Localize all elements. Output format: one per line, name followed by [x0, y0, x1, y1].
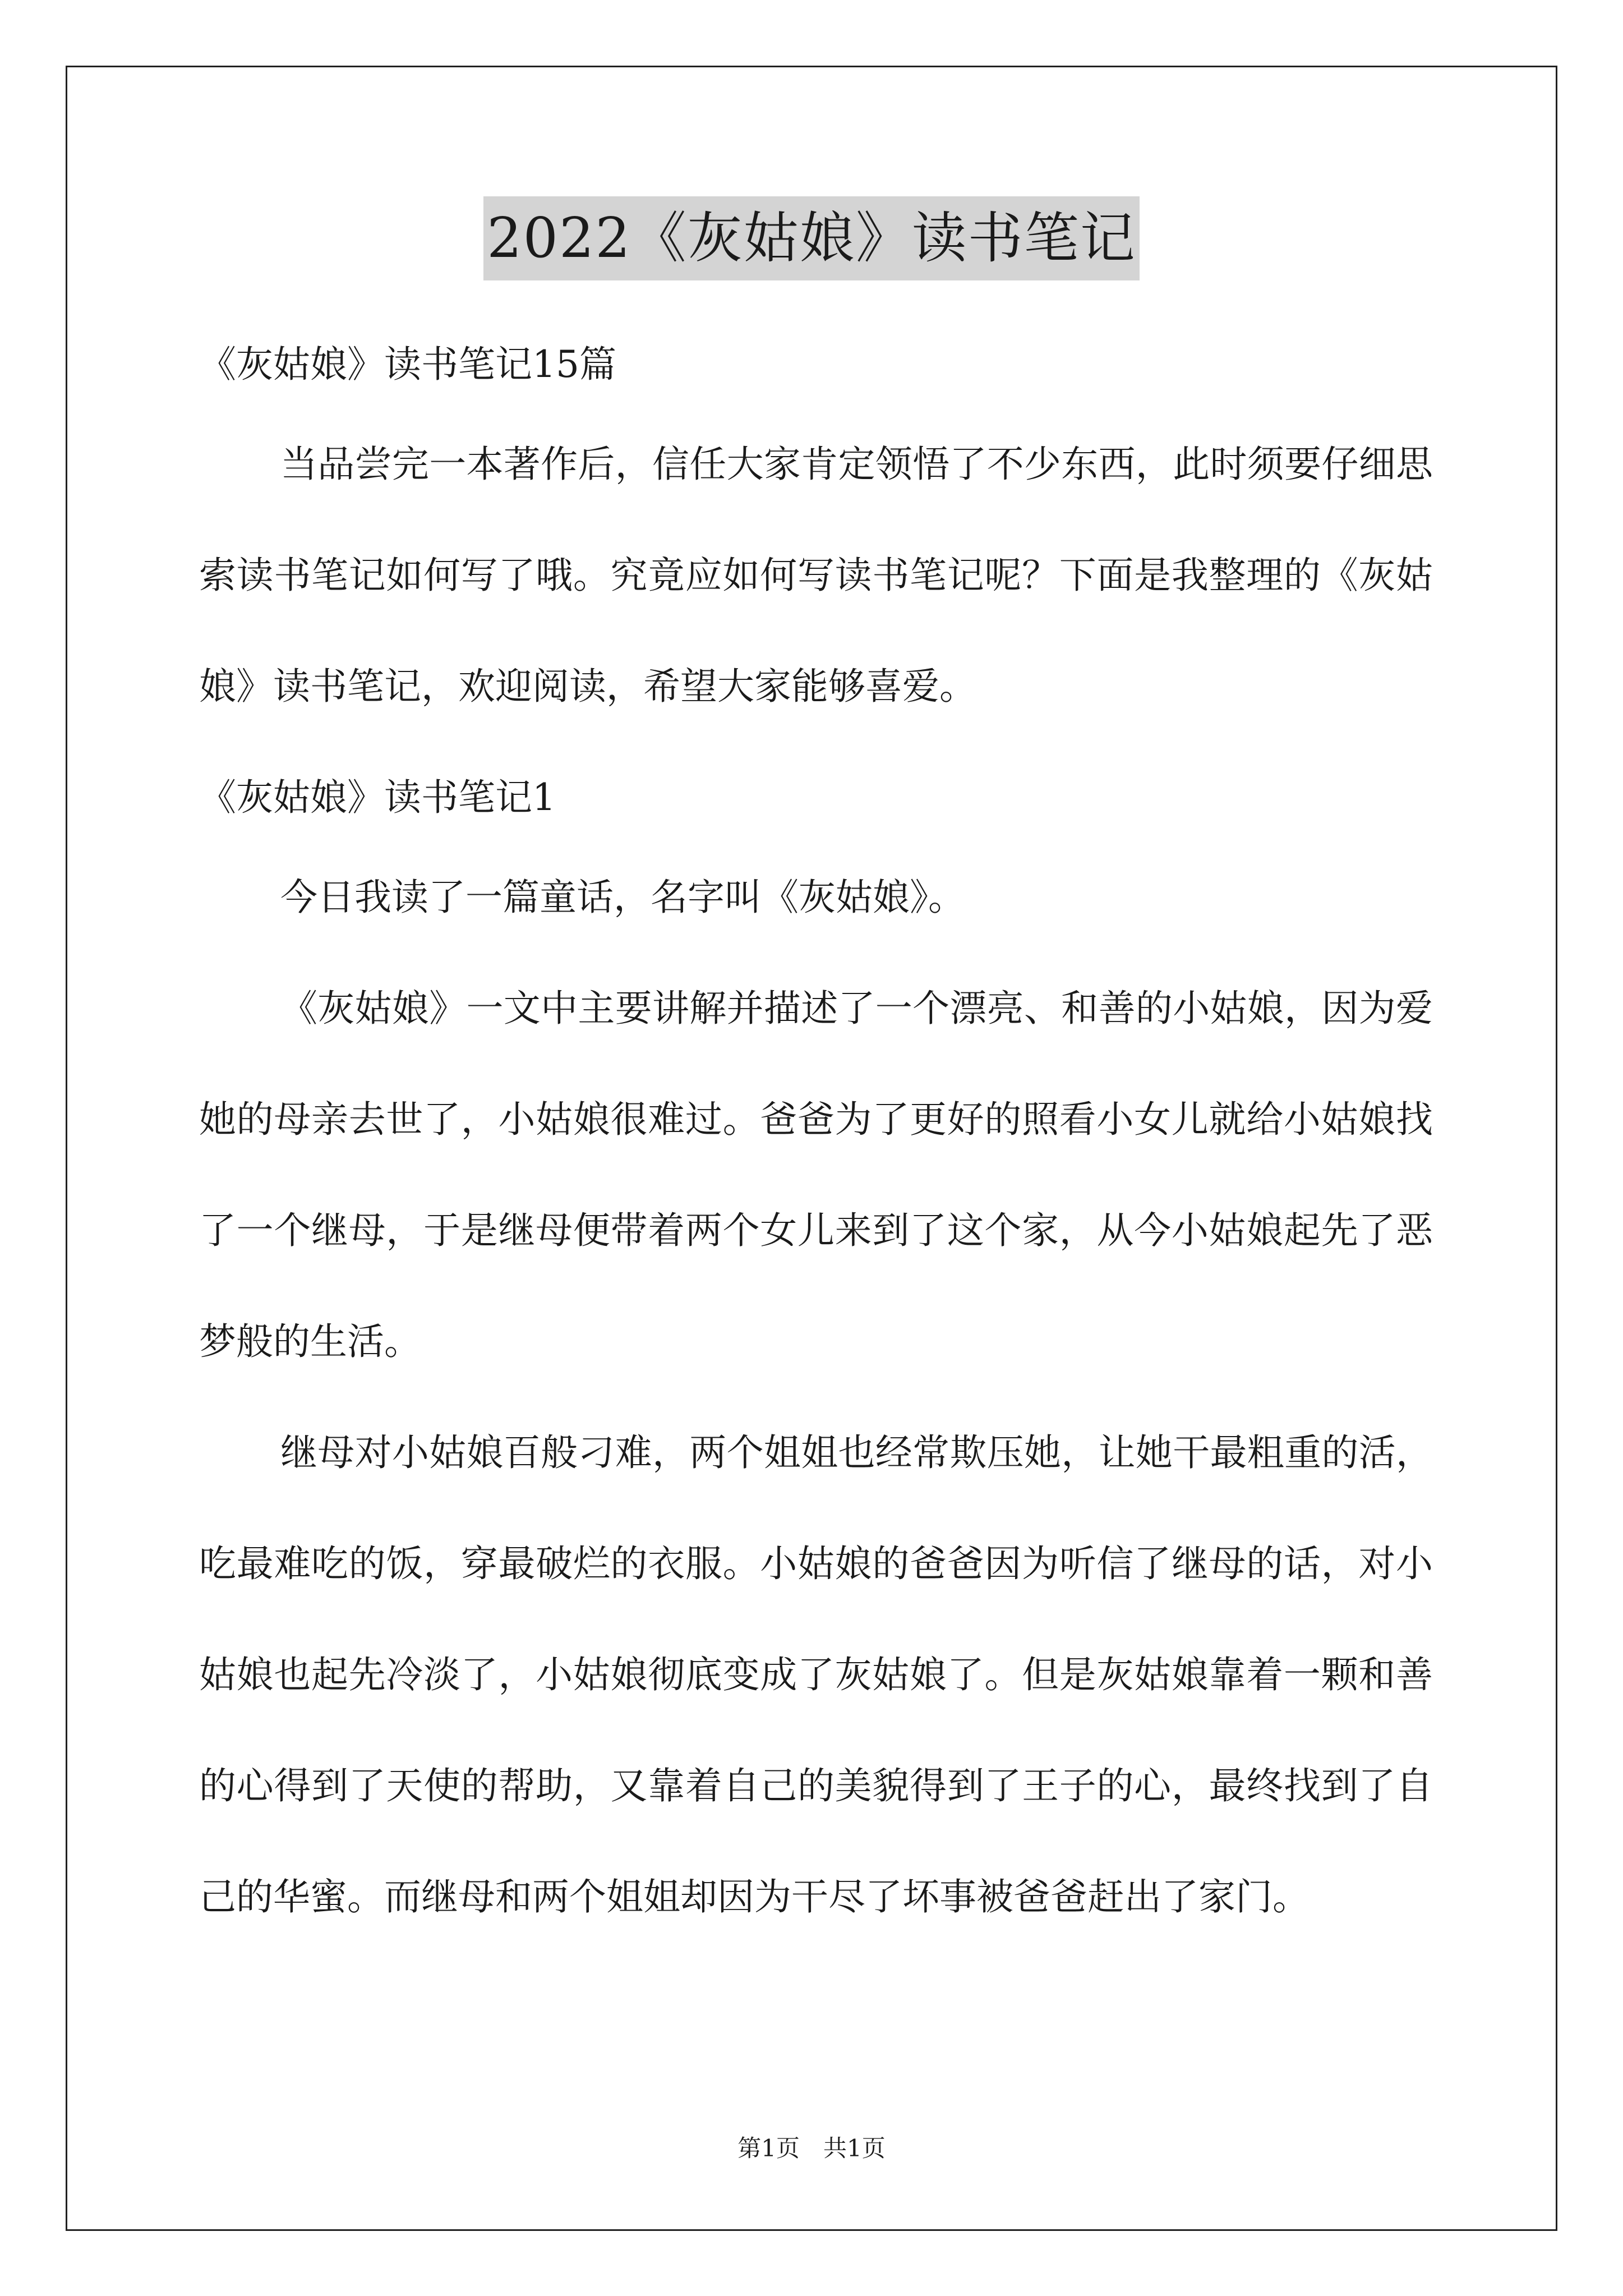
collection-heading: 《灰姑娘》读书笔记15篇	[199, 343, 616, 386]
intro-paragraph: 当品尝完一本著作后，信任大家肯定领悟了不少东西，此时须要仔细思索读书笔记如何写了哦。究竟应如何写读书笔记呢？下面是我整理的《灰姑娘》读书笔记，欢迎阅读，希望大家能够喜爱。	[199, 443, 1433, 708]
section-heading: 《灰姑娘》读书笔记1	[199, 776, 556, 819]
body-paragraph: 今日我读了一篇童话，名字叫《灰姑娘》。	[280, 876, 965, 919]
body-paragraph: 继母对小姑娘百般刁难，两个姐姐也经常欺压她，让她干最粗重的活，吃最难吃的饭，穿最破烂的衣服。小姑娘的爸爸因为听信了继母的话，对小姑娘也起先冷淡了，小姑娘彻底变成了灰姑娘了。但是灰姑娘靠着一颗和善的心得到了天使的帮助，又靠着自己的美貌得到了王子的心，最终找到了自己的华蜜。而继母和两个姐姐却因为干尽了坏事被爸爸赶出了家门。	[199, 1431, 1433, 1918]
body-paragraph: 《灰姑娘》一文中主要讲解并描述了一个漂亮、和善的小姑娘，因为爱她的母亲去世了，小姑娘很难过。爸爸为了更好的照看小女儿就给小姑娘找了一个继母，于是继母便带着两个女儿来到了这个家，从今小姑娘起先了恶梦般的生活。	[199, 987, 1433, 1363]
page-footer: 第1页 共1页	[737, 2134, 886, 2162]
title-container	[0, 196, 1623, 280]
document-body	[199, 337, 1433, 1980]
document-title: 2022《灰姑娘》读书笔记	[483, 196, 1139, 280]
